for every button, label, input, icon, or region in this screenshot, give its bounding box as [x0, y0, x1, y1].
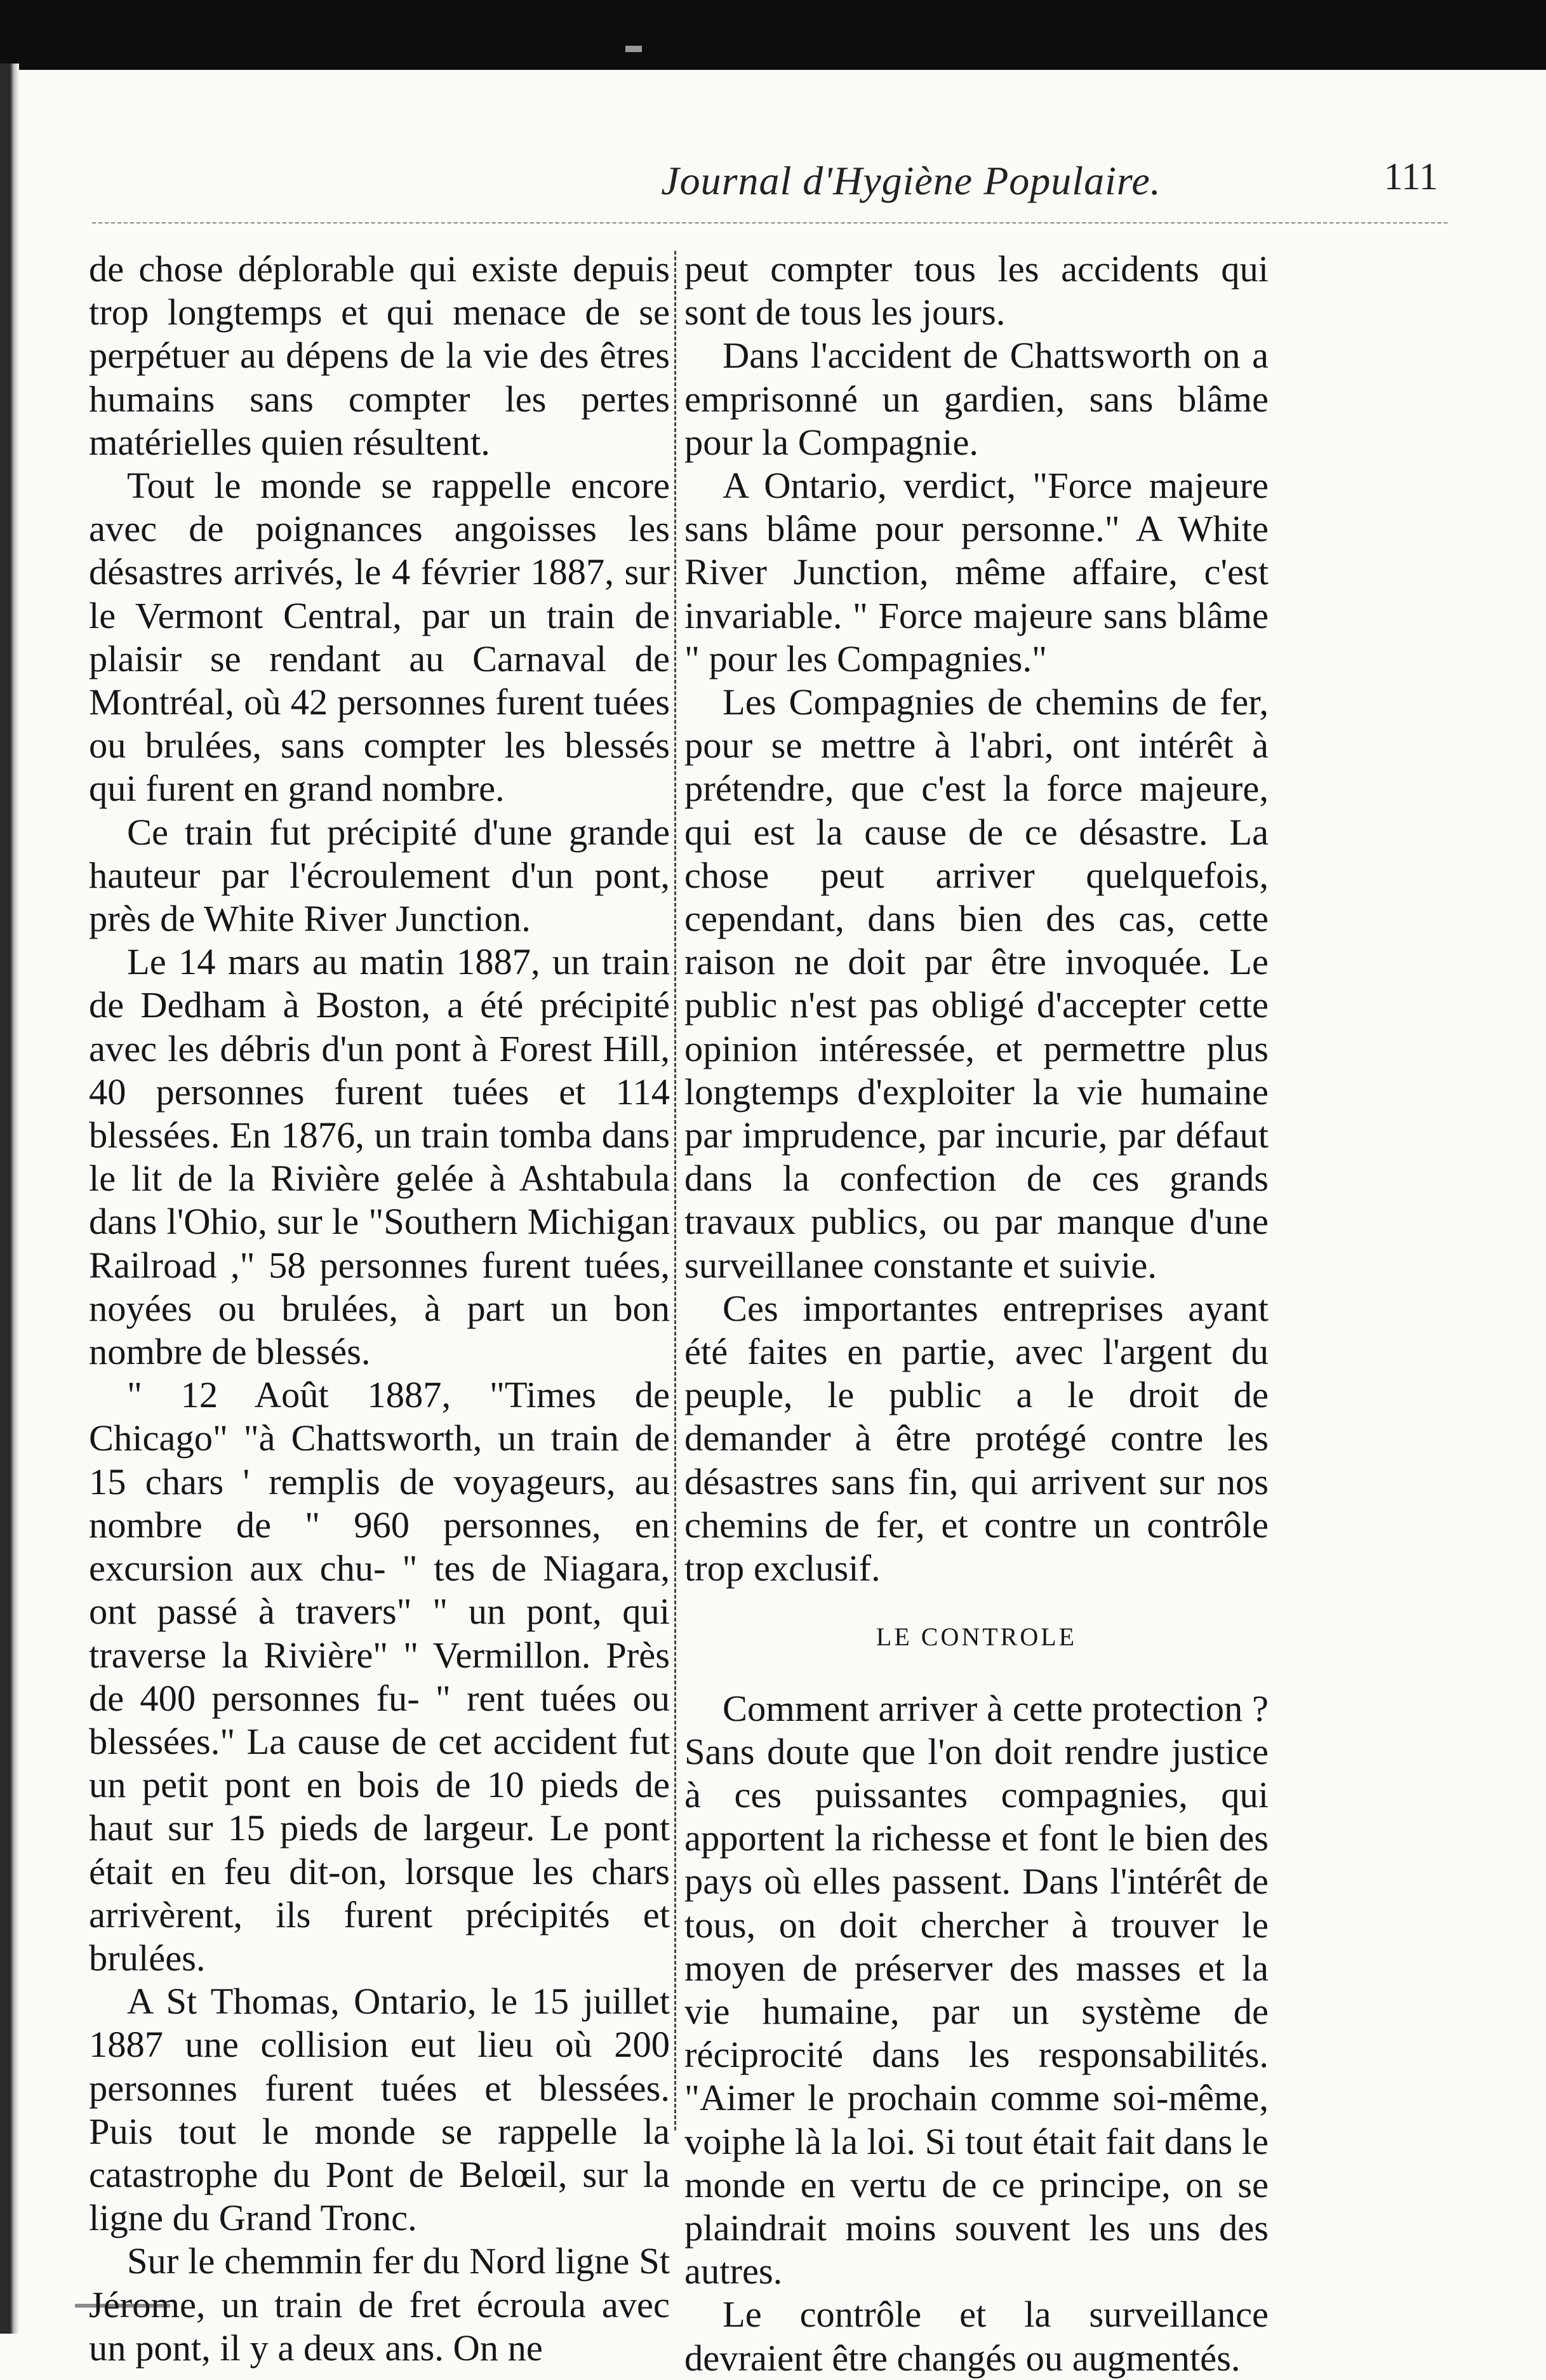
paragraph: de chose déplorable qui existe depuis trop longtemps et qui menace de se perpétuer au dépens de la vie des êtres humains sans compter les pertes matérielles quien résultent. — [89, 248, 670, 463]
paragraph: Comment arriver à cette protection ? Sans doute que l'on doit rendre justice à ces puissantes compagnies, qui apportent la richesse et font le bien des pays où elles passent. Dans l'intérêt de tous, on doit chercher à trouver le moyen de préserver des masses et la vie humaine, par un système de réciprocité dans les responsabilités. "Aimer le prochain comme soi-même, voiphe là la loi. Si tout était fait dans le monde en vertu de ce principe, on se plaindrait moins souvent les uns des autres. — [684, 1687, 1269, 2292]
paragraph: Sur le chemmin fer du Nord ligne St Jérome, un train de fret écroula avec un pont, il y a deux ans. On ne — [89, 2240, 670, 2369]
scan-speck — [625, 46, 642, 52]
paragraph: A Ontario, verdict, "Force majeure sans blâme pour personne." A White River Junction, même affaire, c'est invariable. " Force majeure sans blâme " pour les Compagnies." — [684, 465, 1269, 679]
paragraph: Dans l'accident de Chattsworth on a emprisonné un gardien, sans blâme pour la Compagnie. — [684, 335, 1269, 463]
paragraph: A St Thomas, Ontario, le 15 juillet 1887 une collision eut lieu où 200 personnes furent tuées et blessées. Puis tout le monde se rappelle la catastrophe du Pont de Belœil, sur la ligne du Grand Tronc. — [89, 1981, 670, 2239]
paragraph: peut compter tous les accidents qui sont de tous les jours. — [684, 248, 1269, 333]
paragraph: Ce train fut précipité d'une grande hauteur par l'écroulement d'un pont, près de White River Junction. — [89, 811, 670, 940]
right-column — [684, 248, 1269, 2380]
page-number: 111 — [1383, 156, 1438, 197]
page-header — [89, 146, 1473, 216]
paragraph: " 12 Août 1887, "Times de Chicago" "à Chattsworth, un train de 15 chars ' remplis de voyageurs, au nombre de " 960 personnes, en excursion aux chu- " tes de Niagara, ont passé à travers" " un pont, qui traverse la Rivière" " Vermillon. Près de 400 personnes fu- " rent tuées ou blessées." La cause de cet accident fut un petit pont en bois de 10 pieds de haut sur 15 pieds de largeur. Le pont était en feu dit-on, lorsque les chars arrivèrent, ils furent précipités et brulées. — [89, 1374, 670, 1979]
header-rule — [92, 222, 1448, 224]
column-divider — [674, 251, 676, 2130]
paragraph: Ces importantes entreprises ayant été faites en partie, avec l'argent du peuple, le public a le droit de demander à être protégé contre les désastres sans fin, qui arrivent sur nos chemins de fer, et contre un contrôle trop exclusif. — [684, 1287, 1269, 1589]
scan-left-border — [0, 64, 19, 2334]
left-column — [89, 248, 670, 2370]
running-title: Journal d'Hygiène Populaire. — [661, 158, 1161, 203]
section-heading: LE CONTROLE — [876, 1622, 1077, 1652]
paragraph: Le contrôle et la surveillance devraient être changés ou augmentés. — [684, 2294, 1269, 2379]
paragraph: Les Compagnies de chemins de fer, pour se mettre à l'abri, ont intérêt à prétendre, que c'est la force majeure, qui est la cause de ce désastre. La chose peut arriver quelquefois, cependant, dans bien des cas, cette raison ne doit par être invoquée. Le public n'est pas obligé d'accepter cette opinion intéressée, et permettre plus longtemps d'exploiter la vie humaine par imprudence, par incurie, par défaut dans la confection de ces grands travaux publics, ou par manque d'une surveillanee constante et suivie. — [684, 681, 1269, 1286]
paragraph: Tout le monde se rappelle encore avec de poignances angoisses les désastres arrivés, le 4 février 1887, sur le Vermont Central, par un train de plaisir se rendant au Carnaval de Montréal, où 42 personnes furent tuées ou brulées, sans compter les blessés qui furent en grand nombre. — [89, 465, 670, 810]
paragraph: Le 14 mars au matin 1887, un train de Dedham à Boston, a été précipité avec les débris d'un pont à Forest Hill, 40 personnes furent tuées et 114 blessées. En 1876, un train tomba dans le lit de la Rivière gelée à Ashtabula dans l'Ohio, sur le "Southern Michigan Railroad ," 58 personnes furent tuées, noyées ou brulées, à part un bon nombre de blessés. — [89, 941, 670, 1373]
scan-top-border — [0, 0, 1546, 70]
